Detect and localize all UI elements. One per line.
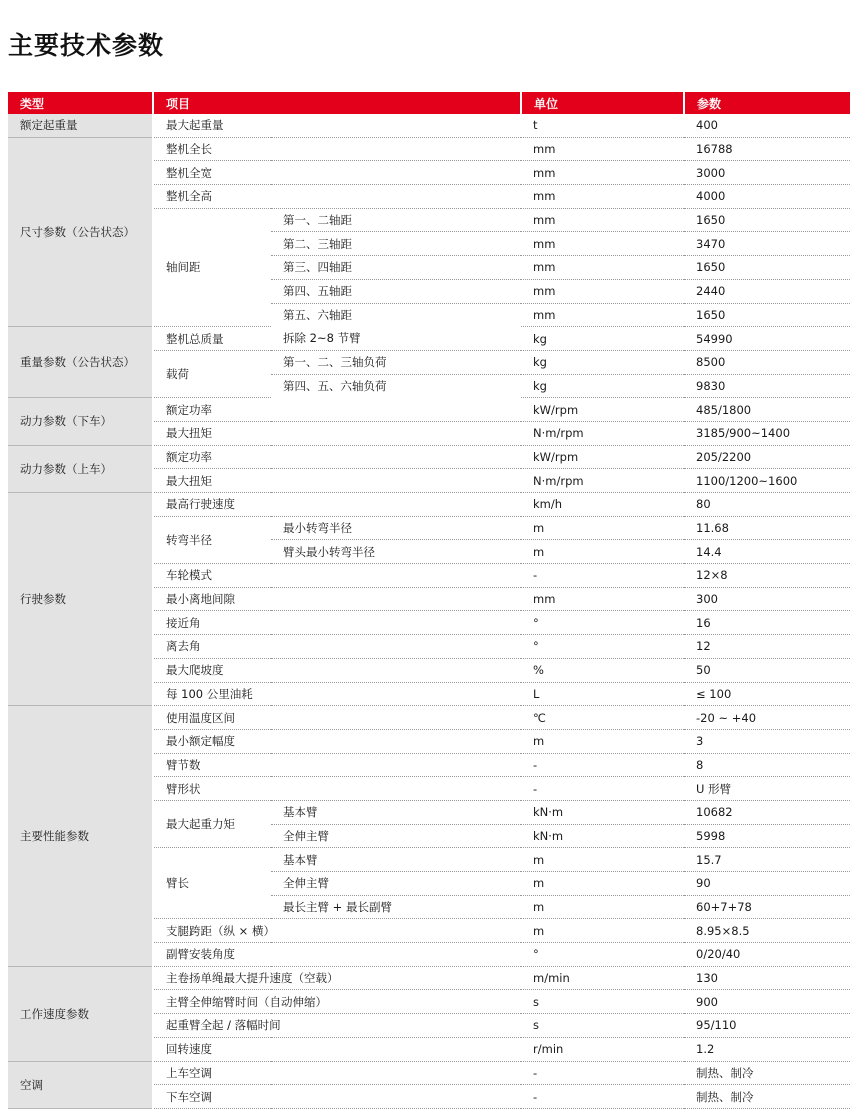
sub-item-cell: 全伸主臂 — [271, 872, 521, 896]
sub-item-cell: 基本臂 — [271, 848, 521, 872]
item-cell: 每 100 公里油耗 — [153, 682, 521, 706]
value-cell: 50 — [684, 658, 850, 682]
table-row — [8, 114, 850, 137]
sub-item-cell: 最小转弯半径 — [271, 516, 521, 540]
value-cell: ≤ 100 — [684, 682, 850, 706]
value-cell: 10682 — [684, 800, 850, 824]
category-cell: 工作速度参数 — [8, 966, 153, 1061]
item-cell: 臂形状 — [153, 777, 521, 801]
value-cell: 12×8 — [684, 564, 850, 588]
sub-item-cell: 第五、六轴距 — [283, 308, 352, 323]
sub-item-cell: 拆除 2~8 节臂 — [271, 327, 521, 351]
value-cell: 3000 — [684, 161, 850, 185]
item-cell: 整机全高 — [153, 185, 521, 209]
table-row — [8, 493, 850, 517]
item-cell: 车轮模式 — [153, 564, 521, 588]
category-cell: 重量参数（公告状态） — [8, 327, 153, 398]
value-cell: 54990 — [684, 327, 850, 351]
item-cell: 主臂全伸缩臂时间（自动伸缩） — [153, 990, 521, 1014]
sub-item-cell: 第二、三轴距 — [271, 232, 521, 256]
unit-cell: ° — [521, 611, 684, 635]
unit-cell: m — [521, 919, 684, 943]
value-cell: 80 — [684, 493, 850, 517]
page-title: 主要技术参数 — [8, 31, 165, 60]
value-cell: 5998 — [684, 824, 850, 848]
value-cell: 400 — [684, 114, 850, 137]
unit-cell: kg — [521, 327, 684, 351]
item-cell: 额定功率 — [153, 398, 521, 422]
category-cell: 主要性能参数 — [8, 706, 153, 967]
unit-cell: N·m/rpm — [521, 469, 684, 493]
value-cell: 14.4 — [684, 540, 850, 564]
unit-cell: kN·m — [521, 800, 684, 824]
unit-cell: ° — [521, 943, 684, 967]
unit-cell: m — [521, 848, 684, 872]
unit-cell: - — [521, 1085, 684, 1109]
unit-cell: kW/rpm — [521, 445, 684, 469]
unit-cell: ° — [521, 635, 684, 659]
value-cell: 1650 — [684, 208, 850, 232]
unit-cell: mm — [521, 137, 684, 161]
value-cell: 9830 — [684, 374, 850, 398]
value-cell: 制热、制冷 — [684, 1061, 850, 1085]
value-cell: 3185/900~1400 — [684, 421, 850, 445]
item-cell: 最高行驶速度 — [153, 493, 521, 517]
unit-cell: % — [521, 658, 684, 682]
sub-item-cell: 第三、四轴距 — [271, 256, 521, 280]
unit-cell: - — [521, 564, 684, 588]
value-cell: 130 — [684, 966, 850, 990]
unit-cell: mm — [521, 232, 684, 256]
unit-cell: m — [521, 729, 684, 753]
unit-cell: - — [521, 777, 684, 801]
item-cell: 最小额定幅度 — [153, 729, 521, 753]
value-cell: 90 — [684, 872, 850, 896]
unit-cell: m — [521, 872, 684, 896]
unit-cell: mm — [521, 279, 684, 303]
item-cell: 起重臂全起 / 落幅时间 — [153, 1014, 521, 1038]
table-row — [8, 706, 850, 730]
value-cell: 95/110 — [684, 1014, 850, 1038]
value-cell: 4000 — [684, 185, 850, 209]
value-cell: 300 — [684, 587, 850, 611]
unit-cell: - — [521, 753, 684, 777]
unit-cell: mm — [521, 303, 684, 327]
header-unit: 单位 — [521, 92, 684, 114]
value-cell: 8 — [684, 753, 850, 777]
sub-item-cell: 基本臂 — [271, 800, 521, 824]
table-row — [8, 1061, 850, 1085]
value-cell: 0/20/40 — [684, 943, 850, 967]
sub-item-cell: 第一、二、三轴负荷 — [271, 350, 521, 374]
unit-cell: ℃ — [521, 706, 684, 730]
item-cell: 整机全长 — [153, 137, 521, 161]
value-cell: 900 — [684, 990, 850, 1014]
item-cell: 整机全宽 — [153, 161, 521, 185]
category-cell: 行驶参数 — [8, 493, 153, 706]
unit-cell: mm — [521, 256, 684, 280]
table-row — [8, 398, 850, 422]
value-cell: 12 — [684, 635, 850, 659]
spec-table — [8, 92, 850, 1109]
unit-cell: t — [521, 114, 684, 137]
value-cell: 1100/1200~1600 — [684, 469, 850, 493]
unit-cell: kg — [521, 374, 684, 398]
header-param: 参数 — [684, 92, 850, 114]
unit-cell: m/min — [521, 966, 684, 990]
unit-cell: - — [521, 1061, 684, 1085]
sub-item-cell: 臂头最小转弯半径 — [271, 540, 521, 564]
item-cell: 副臂安装角度 — [153, 943, 521, 967]
category-cell: 动力参数（下车） — [8, 398, 153, 445]
table-header-row — [8, 92, 850, 114]
value-cell: 485/1800 — [684, 398, 850, 422]
item-cell: 接近角 — [153, 611, 521, 635]
value-cell: 16 — [684, 611, 850, 635]
item-cell: 最大扭矩 — [153, 421, 521, 445]
header-type: 类型 — [8, 92, 153, 114]
unit-cell: mm — [521, 185, 684, 209]
value-cell: 1650 — [684, 256, 850, 280]
item-cell: 离去角 — [153, 635, 521, 659]
sub-item-cell: 最长主臂 + 最长副臂 — [271, 895, 521, 919]
unit-cell: kN·m — [521, 824, 684, 848]
unit-cell: km/h — [521, 493, 684, 517]
unit-cell: m — [521, 540, 684, 564]
value-cell: 1650 — [684, 303, 850, 327]
value-cell: 15.7 — [684, 848, 850, 872]
table-row — [8, 327, 850, 351]
item-cell: 主卷扬单绳最大提升速度（空载） — [153, 966, 521, 990]
unit-cell: kW/rpm — [521, 398, 684, 422]
value-cell: 60+7+78 — [684, 895, 850, 919]
value-cell: 205/2200 — [684, 445, 850, 469]
unit-cell: s — [521, 990, 684, 1014]
value-cell: -20 ~ +40 — [684, 706, 850, 730]
value-cell: U 形臂 — [684, 777, 850, 801]
category-cell: 动力参数（上车） — [8, 445, 153, 492]
header-item: 项目 — [153, 92, 521, 114]
category-cell: 尺寸参数（公告状态） — [8, 137, 153, 327]
table-row — [8, 966, 850, 990]
unit-cell: mm — [521, 208, 684, 232]
category-cell: 空调 — [8, 1061, 153, 1108]
spec-body — [8, 114, 850, 1108]
unit-cell: r/min — [521, 1037, 684, 1061]
sub-item-cell: 第一、二轴距 — [271, 208, 521, 232]
value-cell: 16788 — [684, 137, 850, 161]
value-cell: 1.2 — [684, 1037, 850, 1061]
value-cell: 8.95×8.5 — [684, 919, 850, 943]
category-cell: 额定起重量 — [8, 114, 153, 137]
table-row — [8, 137, 850, 161]
item-cell: 上车空调 — [153, 1061, 521, 1085]
item-cell: 轴间距 — [153, 208, 271, 326]
item-cell: 最大爬坡度 — [153, 658, 521, 682]
unit-cell: m — [521, 895, 684, 919]
sub-item-cell: 第四、五、六轴负荷 — [283, 379, 387, 394]
unit-cell: mm — [521, 161, 684, 185]
table-row — [8, 445, 850, 469]
item-cell: 额定功率 — [153, 445, 521, 469]
item-cell: 载荷 — [153, 350, 271, 397]
value-cell: 3 — [684, 729, 850, 753]
item-cell: 臂节数 — [153, 753, 521, 777]
value-cell: 制热、制冷 — [684, 1085, 850, 1109]
item-cell: 最小离地间隙 — [153, 587, 521, 611]
sub-item-cell: 全伸主臂 — [271, 824, 521, 848]
item-cell: 下车空调 — [153, 1085, 521, 1109]
item-cell: 使用温度区间 — [153, 706, 521, 730]
item-cell: 最大起重力矩 — [153, 800, 271, 847]
unit-cell: s — [521, 1014, 684, 1038]
value-cell: 2440 — [684, 279, 850, 303]
unit-cell: m — [521, 516, 684, 540]
item-cell: 回转速度 — [153, 1037, 521, 1061]
item-cell: 转弯半径 — [153, 516, 271, 563]
item-cell: 支腿跨距（纵 × 横） — [153, 919, 521, 943]
item-cell: 整机总质量 — [153, 327, 271, 351]
unit-cell: L — [521, 682, 684, 706]
unit-cell: mm — [521, 587, 684, 611]
unit-cell: N·m/rpm — [521, 421, 684, 445]
sub-item-cell: 第四、五轴距 — [271, 279, 521, 303]
value-cell: 11.68 — [684, 516, 850, 540]
value-cell: 3470 — [684, 232, 850, 256]
value-cell: 8500 — [684, 350, 850, 374]
item-cell: 最大扭矩 — [153, 469, 521, 493]
item-cell: 臂长 — [153, 848, 271, 919]
item-cell: 最大起重量 — [153, 114, 521, 137]
unit-cell: kg — [521, 350, 684, 374]
